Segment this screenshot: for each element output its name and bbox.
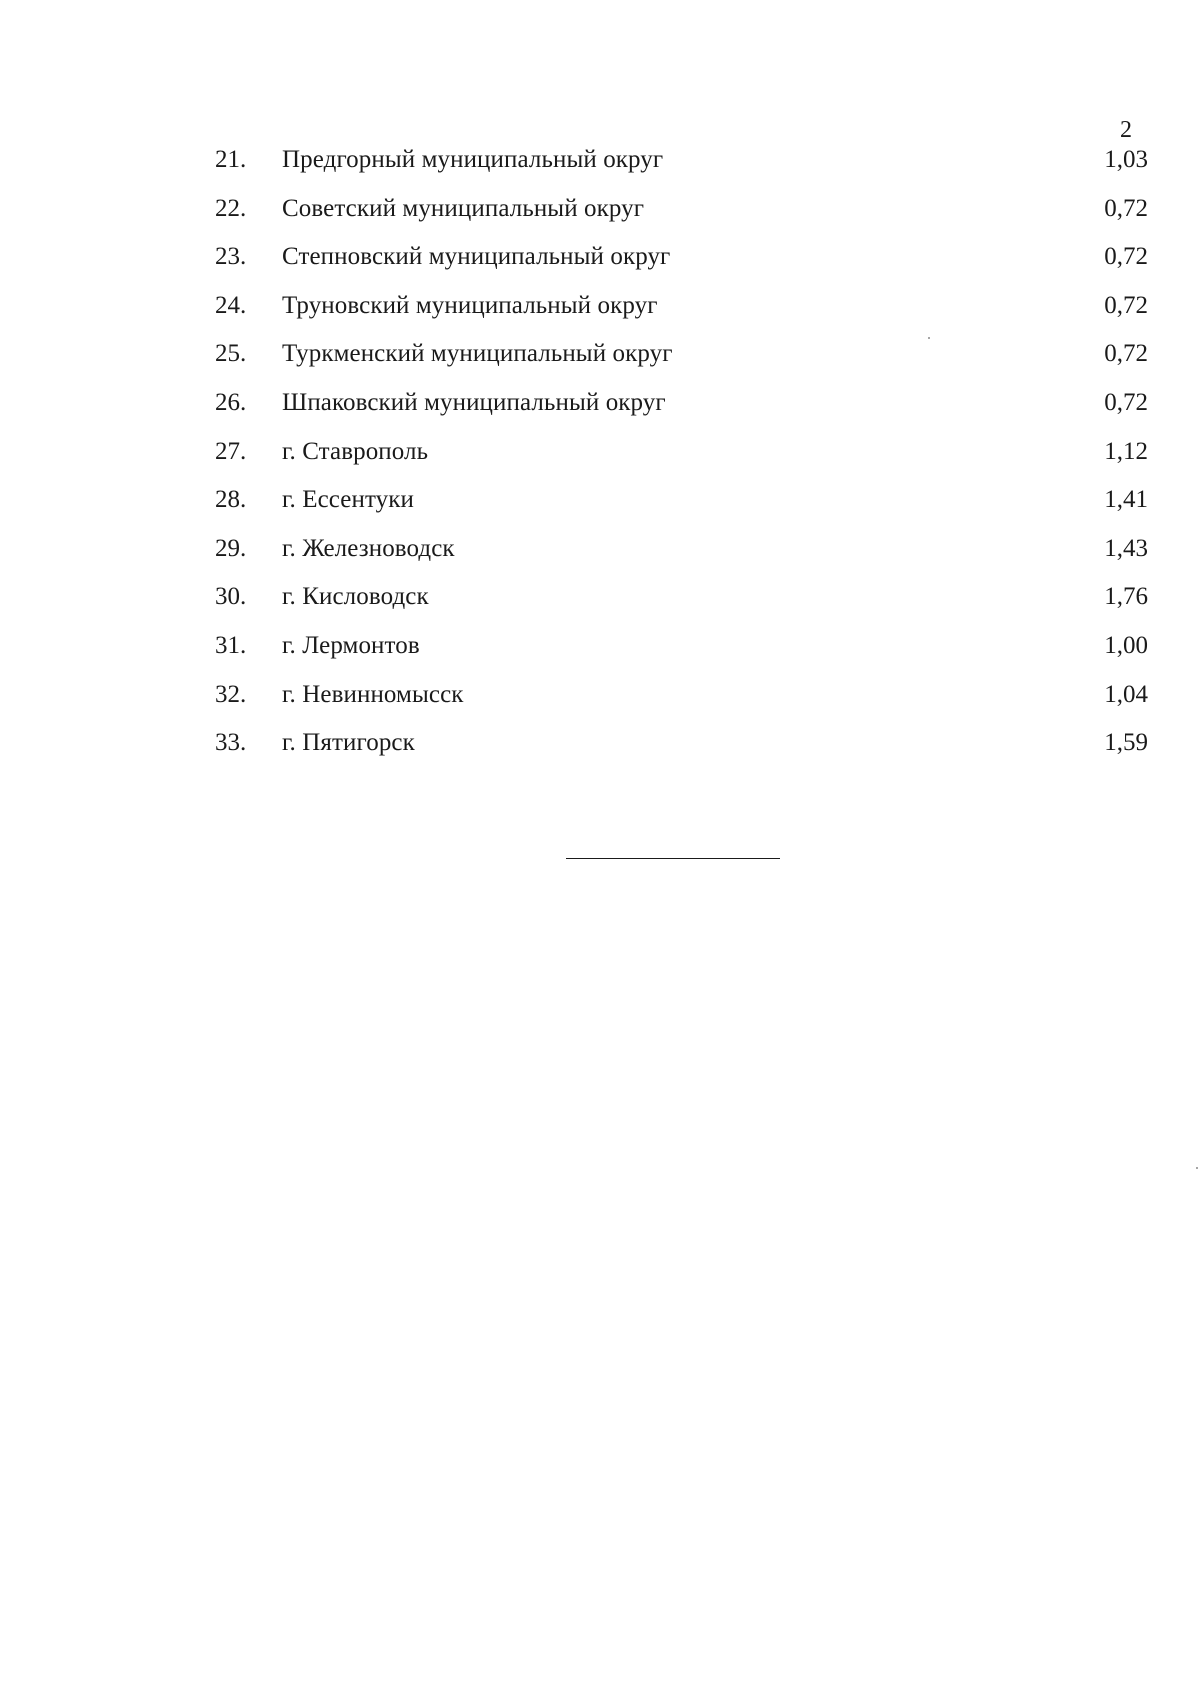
item-number: 27. <box>215 437 247 465</box>
item-value: 1,43 <box>1104 534 1148 562</box>
item-value: 0,72 <box>1104 340 1148 368</box>
item-name: г. Ессентуки <box>282 486 414 514</box>
item-number: 22. <box>215 194 247 222</box>
list-item <box>0 577 1200 626</box>
item-name: г. Железноводск <box>282 534 455 562</box>
item-value: 1,04 <box>1104 680 1148 708</box>
item-name: Труновский муниципальный округ <box>282 291 658 319</box>
item-name: г. Лермонтов <box>282 631 420 659</box>
item-value: 1,12 <box>1104 437 1148 465</box>
item-value: 1,76 <box>1104 583 1148 611</box>
item-name: Предгорный муниципальный округ <box>282 146 664 173</box>
item-value: 0,72 <box>1104 243 1148 271</box>
item-number: 23. <box>215 243 247 271</box>
item-number: 30. <box>215 583 247 611</box>
item-number: 25. <box>215 340 247 368</box>
item-number: 24. <box>215 291 247 319</box>
item-value: 1,03 <box>1104 146 1148 173</box>
scan-speck <box>1196 1167 1198 1169</box>
item-name: г. Кисловодск <box>282 583 429 611</box>
list-item <box>0 140 1200 189</box>
item-number: 33. <box>215 729 247 757</box>
list-item <box>0 334 1200 383</box>
list-item <box>0 383 1200 432</box>
item-name: г. Ставрополь <box>282 437 429 465</box>
item-value: 1,41 <box>1104 486 1148 514</box>
item-number: 26. <box>215 388 247 416</box>
item-name: г. Пятигорск <box>282 729 415 757</box>
item-number: 28. <box>215 486 247 514</box>
list-item <box>0 432 1200 481</box>
scan-speck <box>928 337 930 339</box>
list-item <box>0 480 1200 529</box>
item-value: 1,59 <box>1104 729 1148 757</box>
item-value: 0,72 <box>1104 388 1148 416</box>
item-name: Шпаковский муниципальный округ <box>282 388 666 416</box>
item-number: 29. <box>215 534 247 562</box>
list-item <box>0 675 1200 724</box>
list-item <box>0 237 1200 286</box>
item-name: Туркменский муниципальный округ <box>282 340 673 368</box>
item-name: Степновский муниципальный округ <box>282 243 671 271</box>
list-item <box>0 723 1200 772</box>
coefficient-list <box>0 140 1200 772</box>
item-number: 21. <box>215 146 247 173</box>
list-item <box>0 626 1200 675</box>
page-number: 2 <box>1120 117 1132 143</box>
list-item <box>0 189 1200 238</box>
list-item <box>0 286 1200 335</box>
list-item <box>0 529 1200 578</box>
closing-divider <box>566 858 780 859</box>
item-name: г. Невинномысск <box>282 680 464 708</box>
item-number: 32. <box>215 680 247 708</box>
item-value: 0,72 <box>1104 194 1148 222</box>
item-number: 31. <box>215 631 247 659</box>
item-value: 0,72 <box>1104 291 1148 319</box>
item-name: Советский муниципальный округ <box>282 194 645 222</box>
item-value: 1,00 <box>1104 631 1148 659</box>
